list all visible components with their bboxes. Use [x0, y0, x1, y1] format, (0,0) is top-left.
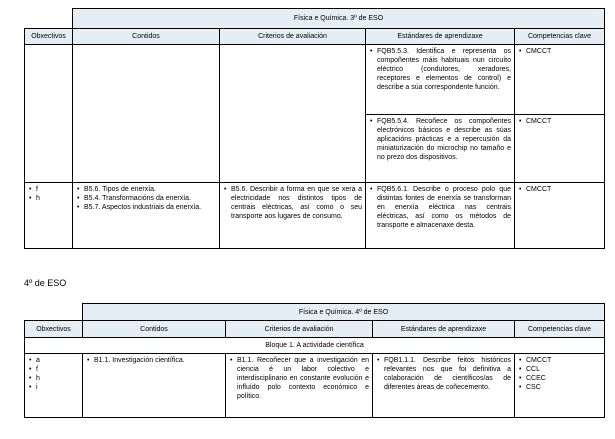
curriculum-table-4eso [24, 303, 605, 418]
competence-item: • CMCCT [518, 117, 601, 126]
block-title: Bloque 1. A actividade científica [25, 338, 605, 354]
competence-item: • CSC [518, 383, 601, 392]
table-title: Física e Química. 4º de ESO [83, 304, 605, 321]
competences-cell [515, 183, 605, 249]
table-row [25, 183, 605, 249]
standards-cell [366, 183, 515, 249]
standards-cell [366, 45, 515, 115]
objective-item: • h [28, 374, 79, 383]
curriculum-table-3eso [24, 8, 605, 249]
competences-cell [515, 354, 605, 418]
objective-item: • h [28, 194, 69, 203]
objectives-cell [25, 354, 83, 418]
table-corner [25, 9, 73, 29]
header-competences: Competencias clave [515, 321, 605, 338]
objective-item: • f [28, 185, 69, 194]
content-item: • B5.6. Tipos de enerxía. [76, 185, 216, 194]
header-objectives: Obxectivos [25, 29, 73, 45]
section-heading: 4º de ESO [24, 278, 67, 288]
standard-item: • FQB5.6.1. Describe o proceso polo que distintas fontes de enerxía se transforman en enerxía eléctrica nas centrais eléctricas, así como os métodos de transporte e almacenaxe desta. [369, 185, 511, 230]
competence-item: • CMCCT [518, 356, 601, 365]
objective-item: • f [28, 365, 79, 374]
content-item: • B1.1. Investigación científica. [86, 356, 222, 365]
objectives-cell [25, 45, 73, 183]
competences-cell [515, 115, 605, 183]
header-criteria: Criterios de avaliación [220, 29, 366, 45]
table-row [25, 354, 605, 418]
criteria-cell [220, 183, 366, 249]
standards-cell [373, 354, 515, 418]
content-item: • B5.7. Aspectos industriais da enerxía. [76, 203, 216, 212]
standard-item: • FQB5.5.4. Recoñece os compoñentes electrónicos básicos e describe as súas aplicacións prácticas e a repercusión da miniaturización do microchip no tamaño e no prezo dos dispositivos. [369, 117, 511, 162]
header-standards: Estándares de aprendizaxe [373, 321, 515, 338]
contents-cell [83, 354, 226, 418]
criterion-item: • B5.6. Describir a forma en que se xera a electricidade nos distintos tipos de centrais eléctricas, así como o seu transporte aos lugares de consumo. [223, 185, 362, 221]
header-contents: Contidos [73, 29, 220, 45]
contents-cell [73, 45, 220, 183]
table-row [25, 45, 605, 115]
criteria-cell [220, 45, 366, 183]
objectives-cell [25, 183, 73, 249]
header-standards: Estándares de aprendizaxe [366, 29, 515, 45]
competences-cell [515, 45, 605, 115]
standard-item: • FQB1.1.1. Describe feitos históricos relevantes nos que foi definitiva a colaboración de científicos/as de diferentes áreas de coñecemento. [376, 356, 511, 392]
table-corner [25, 304, 83, 321]
header-criteria: Criterios de avaliación [226, 321, 373, 338]
criterion-item: • B1.1. Recoñecer que a investigación en ciencia é un labor colectivo e interdisciplinario en constante evolución e influído polo contexto económico e político. [229, 356, 369, 401]
competence-item: • CCL [518, 365, 601, 374]
standard-item: • FQB5.5.3. Identifica e representa os compoñentes máis habituais nun circuíto eléctrico (condutores, xeradores, receptores e elementos de control) e describe a súa correspondente función. [369, 47, 511, 92]
header-contents: Contidos [83, 321, 226, 338]
header-competences: Competencias clave [515, 29, 605, 45]
content-item: • B5.4. Transformacións da enerxía. [76, 194, 216, 203]
objective-item: • a [28, 356, 79, 365]
criteria-cell [226, 354, 373, 418]
competence-item: • CMCCT [518, 185, 601, 194]
contents-cell [73, 183, 220, 249]
standards-cell [366, 115, 515, 183]
competence-item: • CCEC [518, 374, 601, 383]
table-title: Física e Química. 3º de ESO [73, 9, 605, 29]
header-objectives: Obxectivos [25, 321, 83, 338]
competence-item: • CMCCT [518, 47, 601, 56]
objective-item: • i [28, 383, 79, 392]
